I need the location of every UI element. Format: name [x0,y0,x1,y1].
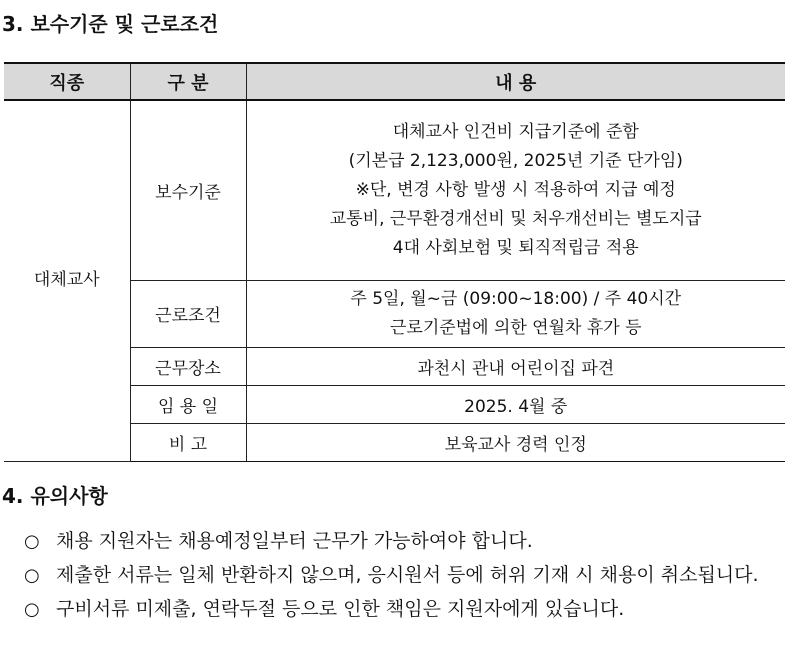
circle-bullet-icon: ○ [24,565,40,586]
row-label-workplace: 근무장소 [130,347,246,385]
notes-list [24,526,794,628]
pay-line: (기본급 2,123,000원, 2025년 기준 단가임) [348,150,683,171]
header-job-type: 직종 [4,63,130,100]
row-content-work-conditions [246,280,785,347]
conditions-table [4,62,785,462]
row-content-start-date: 2025. 4월 중 [246,385,785,423]
row-content-workplace: 과천시 관내 어린이집 파견 [246,347,785,385]
job-type-label: 대체교사 [33,270,100,291]
row-content-remarks: 보육교사 경력 인정 [246,423,785,461]
list-item [24,526,794,557]
note-text: 채용 지원자는 채용예정일부터 근무가 가능하여야 합니다. [56,530,533,552]
row-label-work-conditions: 근로조건 [130,280,246,347]
work-conditions-line: 근로기준법에 의한 연월차 휴가 등 [389,317,642,338]
note-text: 구비서류 미제출, 연락두절 등으로 인한 책임은 지원자에게 있습니다. [56,598,625,620]
pay-line: 교통비, 근무환경개선비 및 처우개선비는 별도지급 [329,208,702,229]
header-category: 구 분 [130,63,246,100]
pay-line: ※단, 변경 사항 발생 시 적용하여 지급 예정 [355,179,676,200]
table-header-row [4,63,785,100]
work-conditions-line: 주 5일, 월~금 (09:00~18:00) / 주 40시간 [350,288,682,309]
row-label-pay: 보수기준 [130,100,246,280]
table-row [4,100,785,280]
header-content: 내 용 [246,63,785,100]
list-item [24,560,794,591]
job-type-cell [4,100,130,461]
section-3-title: 3. 보수기준 및 근로조건 [2,12,219,36]
list-item [24,594,794,625]
pay-line: 대체교사 인건비 지급기준에 준함 [392,121,639,142]
circle-bullet-icon: ○ [24,531,40,552]
row-label-remarks: 비 고 [130,423,246,461]
section-4-title: 4. 유의사항 [2,484,108,508]
row-label-start-date: 임 용 일 [130,385,246,423]
note-text: 제출한 서류는 일체 반환하지 않으며, 응시원서 등에 허위 기재 시 채용이 취소됩니다. [56,564,759,586]
pay-line: 4대 사회보험 및 퇴직적립금 적용 [392,237,639,258]
circle-bullet-icon: ○ [24,599,40,620]
row-content-pay [246,100,785,280]
